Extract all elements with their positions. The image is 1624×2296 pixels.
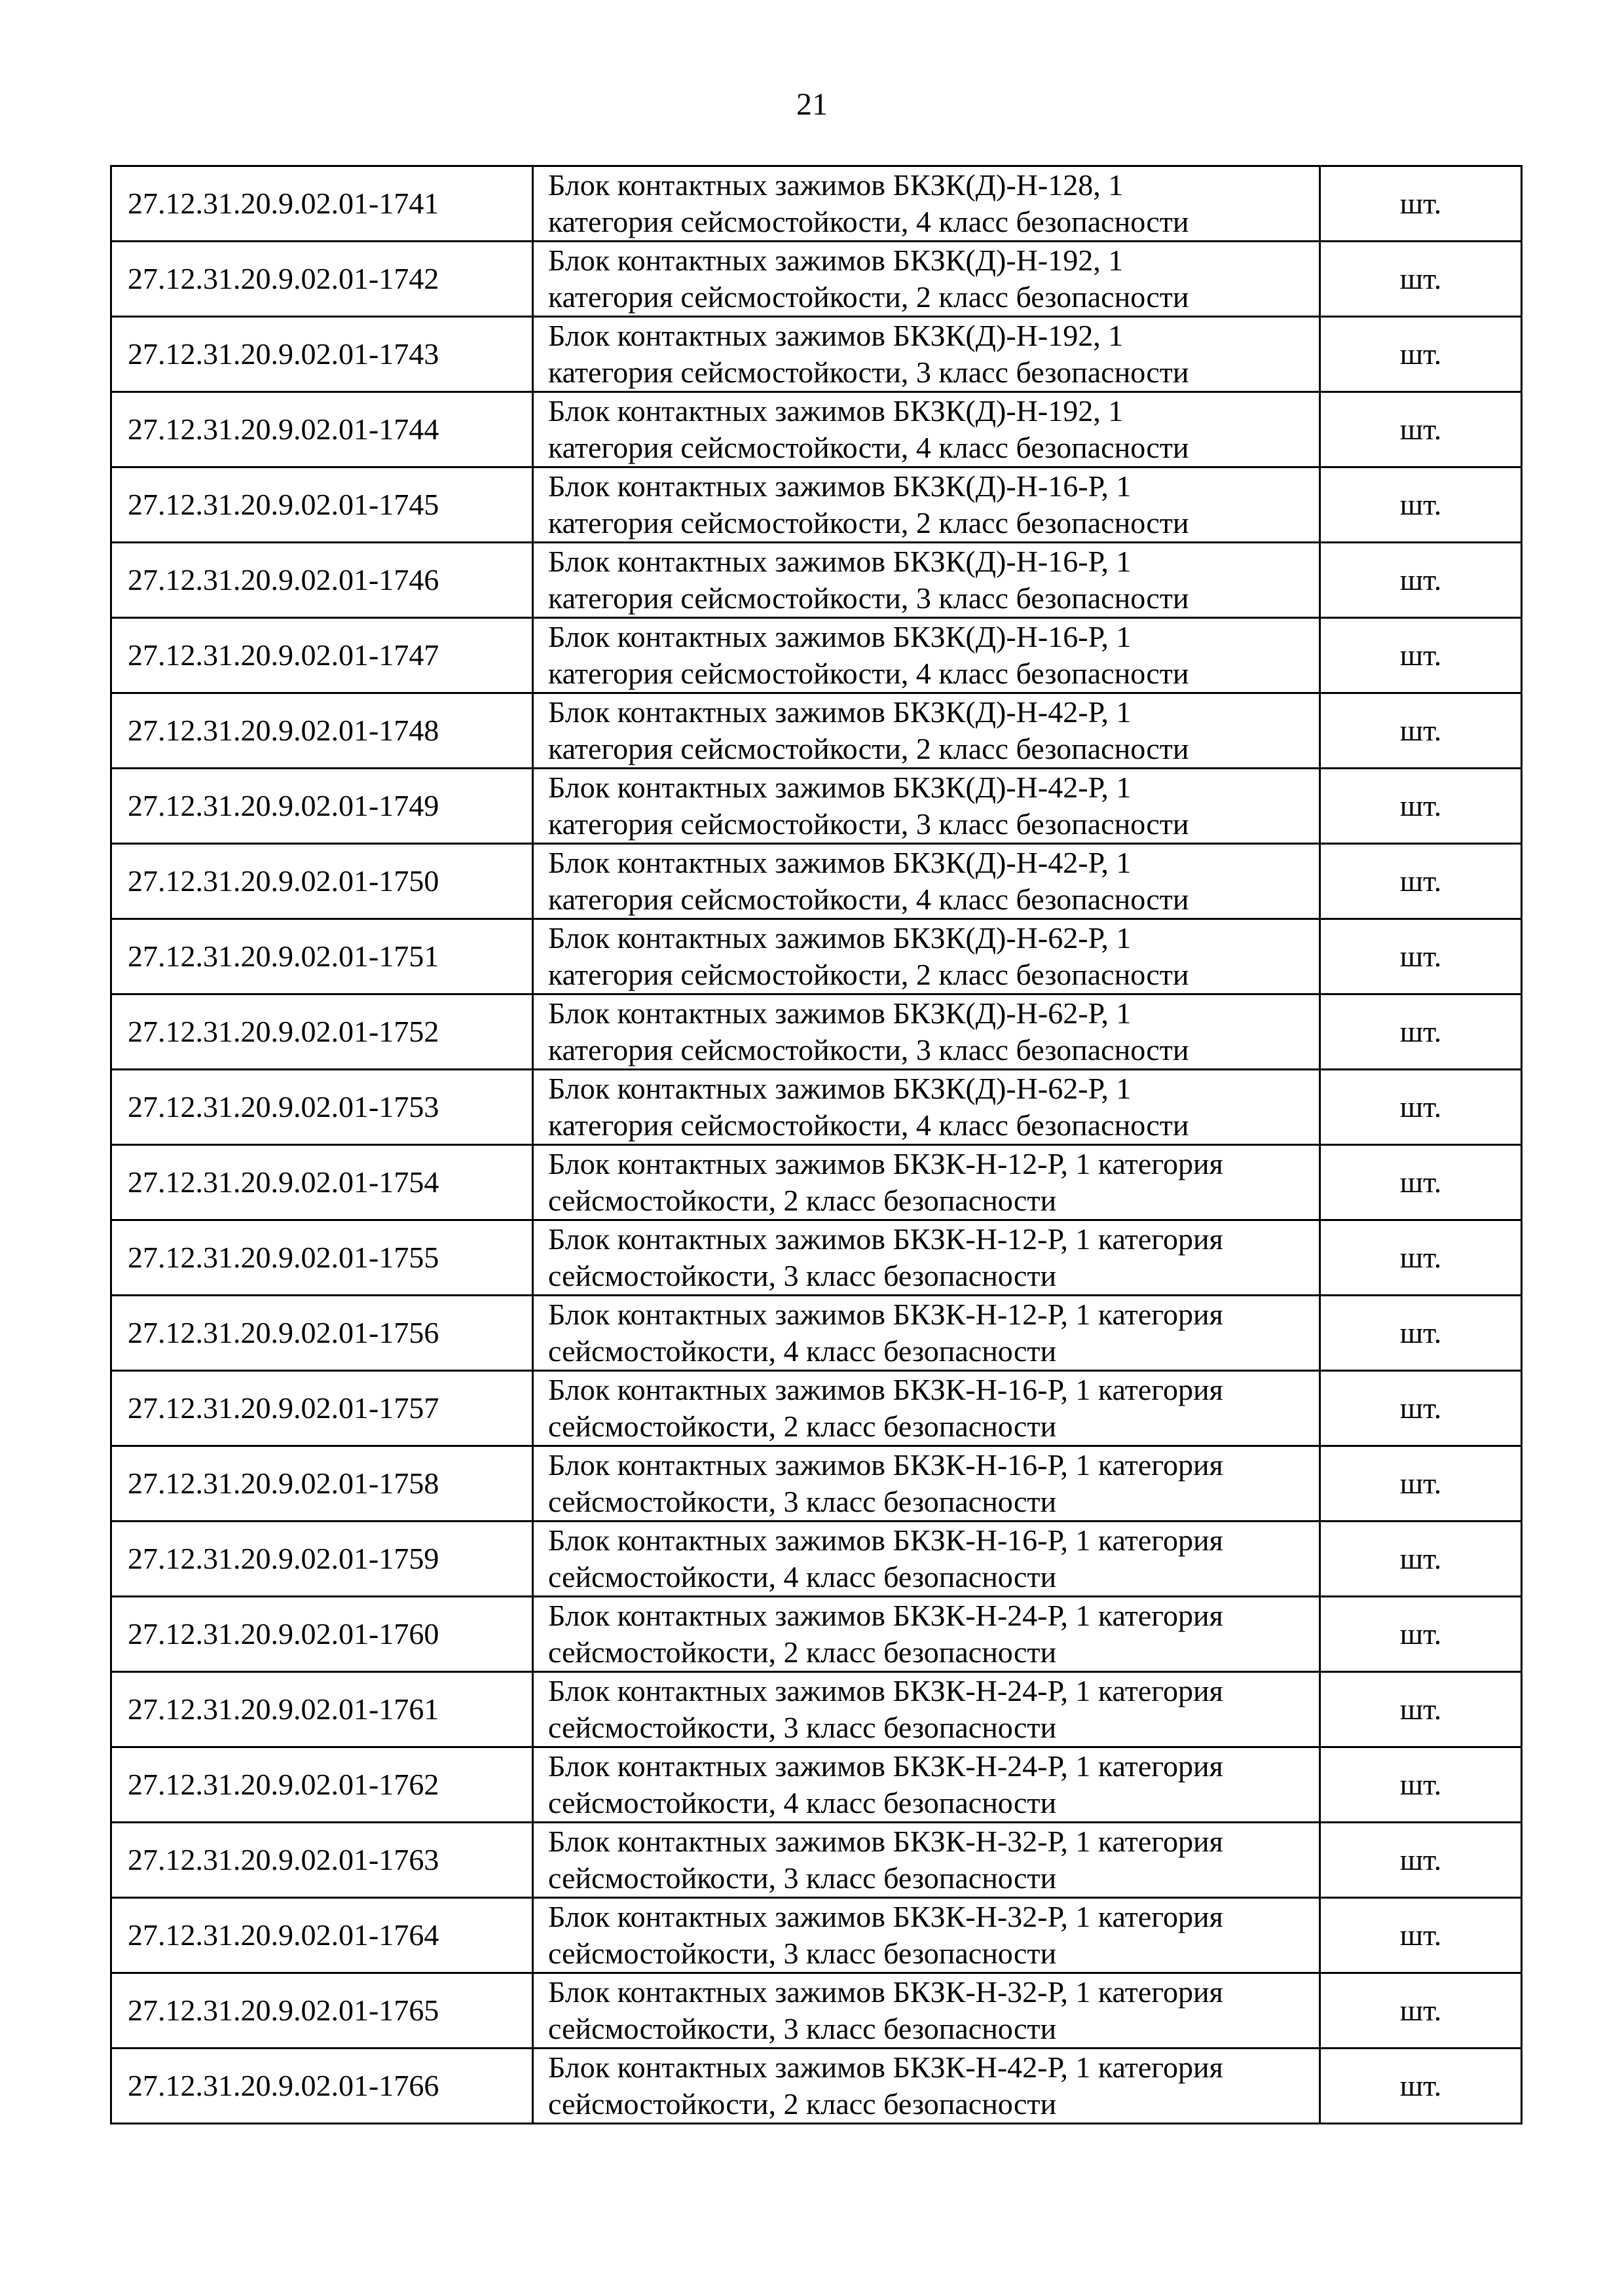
item-description-cell [533, 1220, 1320, 1296]
item-code-cell: 27.12.31.20.9.02.01-1745 [111, 467, 533, 543]
item-description-cell [533, 166, 1320, 242]
item-description-line-2: сейсмостойкости, 2 класс безопасности [548, 1184, 1057, 1217]
item-unit-cell: шт. [1320, 1973, 1522, 2049]
item-description-line-2: сейсмостойкости, 3 класс безопасности [548, 2012, 1057, 2045]
item-unit-cell: шт. [1320, 1371, 1522, 1446]
item-description-cell [533, 693, 1320, 769]
item-unit-cell: шт. [1320, 166, 1522, 242]
table-row [111, 1597, 1522, 1672]
item-description-line-1: Блок контактных зажимов БКЗК(Д)-Н-42-Р, 1 [548, 771, 1132, 804]
item-code-cell: 27.12.31.20.9.02.01-1754 [111, 1145, 533, 1220]
item-unit-cell: шт. [1320, 1145, 1522, 1220]
table-row [111, 994, 1522, 1070]
item-code-cell: 27.12.31.20.9.02.01-1762 [111, 1747, 533, 1823]
item-description-line-2: категория сейсмостойкости, 4 класс безопасности [548, 657, 1189, 690]
item-unit-cell: шт. [1320, 1823, 1522, 1898]
item-code-cell: 27.12.31.20.9.02.01-1763 [111, 1823, 533, 1898]
item-description-line-1: Блок контактных зажимов БКЗК(Д)-Н-16-Р, 1 [548, 545, 1132, 578]
item-description-line-1: Блок контактных зажимов БКЗК(Д)-Н-62-Р, 1 [548, 996, 1132, 1030]
item-description-cell [533, 1145, 1320, 1220]
table-row [111, 1973, 1522, 2049]
item-code-cell: 27.12.31.20.9.02.01-1753 [111, 1070, 533, 1145]
table-row [111, 693, 1522, 769]
item-description-cell [533, 994, 1320, 1070]
item-description-line-2: сейсмостойкости, 4 класс безопасности [548, 1786, 1057, 1819]
item-code-cell: 27.12.31.20.9.02.01-1766 [111, 2049, 533, 2124]
item-description-line-1: Блок контактных зажимов БКЗК-Н-12-Р, 1 категория [548, 1147, 1223, 1180]
item-code-cell: 27.12.31.20.9.02.01-1741 [111, 166, 533, 242]
item-description-line-1: Блок контактных зажимов БКЗК(Д)-Н-62-Р, 1 [548, 921, 1132, 955]
item-unit-cell: шт. [1320, 242, 1522, 317]
item-code-cell: 27.12.31.20.9.02.01-1746 [111, 543, 533, 618]
item-description-line-1: Блок контактных зажимов БКЗК-Н-12-Р, 1 категория [548, 1222, 1223, 1256]
item-unit-cell: шт. [1320, 1597, 1522, 1672]
table-row [111, 1672, 1522, 1747]
item-description-line-1: Блок контактных зажимов БКЗК(Д)-Н-62-Р, 1 [548, 1072, 1132, 1105]
item-description-cell [533, 618, 1320, 693]
item-description-cell [533, 1973, 1320, 2049]
item-code-cell: 27.12.31.20.9.02.01-1749 [111, 769, 533, 844]
table-row [111, 1145, 1522, 1220]
item-description-cell [533, 2049, 1320, 2124]
table-row [111, 844, 1522, 919]
item-unit-cell: шт. [1320, 844, 1522, 919]
table-row [111, 1522, 1522, 1597]
catalog-table-body [111, 166, 1522, 2124]
item-description-line-2: категория сейсмостойкости, 2 класс безопасности [548, 958, 1189, 991]
item-description-cell [533, 1672, 1320, 1747]
item-unit-cell: шт. [1320, 1522, 1522, 1597]
item-description-line-2: категория сейсмостойкости, 3 класс безопасности [548, 807, 1189, 841]
item-description-line-1: Блок контактных зажимов БКЗК-Н-42-Р, 1 категория [548, 2050, 1223, 2084]
table-row [111, 2049, 1522, 2124]
item-description-cell [533, 844, 1320, 919]
item-unit-cell: шт. [1320, 1220, 1522, 1296]
item-description-cell [533, 1371, 1320, 1446]
item-unit-cell: шт. [1320, 618, 1522, 693]
item-unit-cell: шт. [1320, 1747, 1522, 1823]
item-description-line-2: сейсмостойкости, 3 класс безопасности [548, 1259, 1057, 1292]
item-code-cell: 27.12.31.20.9.02.01-1758 [111, 1446, 533, 1522]
item-description-line-2: категория сейсмостойкости, 2 класс безопасности [548, 732, 1189, 765]
item-code-cell: 27.12.31.20.9.02.01-1750 [111, 844, 533, 919]
item-code-cell: 27.12.31.20.9.02.01-1759 [111, 1522, 533, 1597]
item-description-cell [533, 467, 1320, 543]
item-unit-cell: шт. [1320, 1898, 1522, 1973]
item-description-line-1: Блок контактных зажимов БКЗК(Д)-Н-42-Р, 1 [548, 846, 1132, 879]
item-description-cell [533, 1522, 1320, 1597]
item-description-line-1: Блок контактных зажимов БКЗК-Н-24-Р, 1 категория [548, 1599, 1223, 1632]
item-description-line-2: категория сейсмостойкости, 4 класс безопасности [548, 431, 1189, 464]
item-description-line-2: категория сейсмостойкости, 4 класс безопасности [548, 883, 1189, 916]
page-number: 21 [796, 87, 828, 122]
item-unit-cell: шт. [1320, 2049, 1522, 2124]
item-description-line-2: сейсмостойкости, 4 класс безопасности [548, 1334, 1057, 1368]
item-description-line-1: Блок контактных зажимов БКЗК(Д)-Н-16-Р, 1 [548, 620, 1132, 653]
item-description-line-1: Блок контактных зажимов БКЗК-Н-12-Р, 1 категория [548, 1298, 1223, 1331]
item-description-line-1: Блок контактных зажимов БКЗК(Д)-Н-16-Р, 1 [548, 469, 1132, 503]
item-unit-cell: шт. [1320, 392, 1522, 467]
table-row [111, 317, 1522, 392]
item-unit-cell: шт. [1320, 1446, 1522, 1522]
table-row [111, 166, 1522, 242]
item-description-line-1: Блок контактных зажимов БКЗК(Д)-Н-128, 1 [548, 168, 1124, 202]
item-unit-cell: шт. [1320, 693, 1522, 769]
item-description-line-2: сейсмостойкости, 2 класс безопасности [548, 2087, 1057, 2121]
item-code-cell: 27.12.31.20.9.02.01-1756 [111, 1296, 533, 1371]
item-description-line-2: категория сейсмостойкости, 4 класс безопасности [548, 205, 1189, 238]
table-row [111, 769, 1522, 844]
item-description-line-1: Блок контактных зажимов БКЗК-Н-24-Р, 1 категория [548, 1749, 1223, 1783]
item-description-line-2: категория сейсмостойкости, 4 класс безопасности [548, 1108, 1189, 1142]
item-description-line-2: категория сейсмостойкости, 2 класс безопасности [548, 280, 1189, 314]
item-code-cell: 27.12.31.20.9.02.01-1747 [111, 618, 533, 693]
item-description-line-2: сейсмостойкости, 3 класс безопасности [548, 1711, 1057, 1744]
item-description-line-1: Блок контактных зажимов БКЗК-Н-16-Р, 1 категория [548, 1448, 1223, 1482]
item-code-cell: 27.12.31.20.9.02.01-1743 [111, 317, 533, 392]
table-row [111, 1371, 1522, 1446]
item-description-line-1: Блок контактных зажимов БКЗК(Д)-Н-42-Р, 1 [548, 695, 1132, 729]
table-row [111, 1296, 1522, 1371]
table-row [111, 467, 1522, 543]
item-description-cell [533, 1296, 1320, 1371]
item-description-line-2: сейсмостойкости, 3 класс безопасности [548, 1485, 1057, 1518]
table-row [111, 1446, 1522, 1522]
item-description-cell [533, 242, 1320, 317]
item-description-line-1: Блок контактных зажимов БКЗК(Д)-Н-192, 1 [548, 394, 1124, 428]
item-description-line-1: Блок контактных зажимов БКЗК-Н-32-Р, 1 категория [548, 1825, 1223, 1858]
item-code-cell: 27.12.31.20.9.02.01-1744 [111, 392, 533, 467]
item-description-line-1: Блок контактных зажимов БКЗК-Н-16-Р, 1 категория [548, 1373, 1223, 1406]
table-row [111, 618, 1522, 693]
item-description-line-2: категория сейсмостойкости, 3 класс безопасности [548, 581, 1189, 615]
item-description-line-2: категория сейсмостойкости, 3 класс безопасности [548, 355, 1189, 389]
item-code-cell: 27.12.31.20.9.02.01-1751 [111, 919, 533, 994]
item-description-line-1: Блок контактных зажимов БКЗК(Д)-Н-192, 1 [548, 244, 1124, 277]
item-description-line-1: Блок контактных зажимов БКЗК-Н-32-Р, 1 категория [548, 1975, 1223, 2009]
catalog-table [110, 165, 1522, 2124]
item-code-cell: 27.12.31.20.9.02.01-1761 [111, 1672, 533, 1747]
table-row [111, 543, 1522, 618]
item-unit-cell: шт. [1320, 543, 1522, 618]
item-code-cell: 27.12.31.20.9.02.01-1742 [111, 242, 533, 317]
table-row [111, 242, 1522, 317]
item-unit-cell: шт. [1320, 1672, 1522, 1747]
item-description-line-1: Блок контактных зажимов БКЗК-Н-16-Р, 1 категория [548, 1523, 1223, 1557]
item-unit-cell: шт. [1320, 994, 1522, 1070]
item-description-cell [533, 543, 1320, 618]
item-description-cell [533, 1823, 1320, 1898]
item-description-cell [533, 1446, 1320, 1522]
item-description-cell [533, 919, 1320, 994]
item-description-line-1: Блок контактных зажимов БКЗК-Н-24-Р, 1 категория [548, 1674, 1223, 1707]
item-description-line-2: сейсмостойкости, 2 класс безопасности [548, 1635, 1057, 1669]
item-description-cell [533, 769, 1320, 844]
item-unit-cell: шт. [1320, 919, 1522, 994]
item-code-cell: 27.12.31.20.9.02.01-1764 [111, 1898, 533, 1973]
item-unit-cell: шт. [1320, 467, 1522, 543]
table-row [111, 1070, 1522, 1145]
item-code-cell: 27.12.31.20.9.02.01-1748 [111, 693, 533, 769]
table-row [111, 1823, 1522, 1898]
item-code-cell: 27.12.31.20.9.02.01-1760 [111, 1597, 533, 1672]
item-description-line-2: категория сейсмостойкости, 3 класс безопасности [548, 1033, 1189, 1066]
table-row [111, 1898, 1522, 1973]
item-code-cell: 27.12.31.20.9.02.01-1755 [111, 1220, 533, 1296]
item-description-cell [533, 1597, 1320, 1672]
item-description-line-2: сейсмостойкости, 4 класс безопасности [548, 1560, 1057, 1594]
item-description-cell [533, 392, 1320, 467]
item-description-line-2: сейсмостойкости, 3 класс безопасности [548, 1861, 1057, 1895]
item-unit-cell: шт. [1320, 317, 1522, 392]
item-description-line-2: сейсмостойкости, 3 класс безопасности [548, 1937, 1057, 1970]
item-code-cell: 27.12.31.20.9.02.01-1765 [111, 1973, 533, 2049]
item-unit-cell: шт. [1320, 1296, 1522, 1371]
table-row [111, 919, 1522, 994]
table-row [111, 392, 1522, 467]
item-unit-cell: шт. [1320, 769, 1522, 844]
item-description-line-1: Блок контактных зажимов БКЗК(Д)-Н-192, 1 [548, 319, 1124, 352]
item-description-line-2: категория сейсмостойкости, 2 класс безопасности [548, 506, 1189, 539]
table-row [111, 1220, 1522, 1296]
item-description-cell [533, 1747, 1320, 1823]
item-unit-cell: шт. [1320, 1070, 1522, 1145]
item-code-cell: 27.12.31.20.9.02.01-1752 [111, 994, 533, 1070]
item-description-cell [533, 317, 1320, 392]
item-description-cell [533, 1898, 1320, 1973]
item-description-cell [533, 1070, 1320, 1145]
table-row [111, 1747, 1522, 1823]
item-code-cell: 27.12.31.20.9.02.01-1757 [111, 1371, 533, 1446]
item-description-line-1: Блок контактных зажимов БКЗК-Н-32-Р, 1 категория [548, 1900, 1223, 1933]
item-description-line-2: сейсмостойкости, 2 класс безопасности [548, 1410, 1057, 1443]
